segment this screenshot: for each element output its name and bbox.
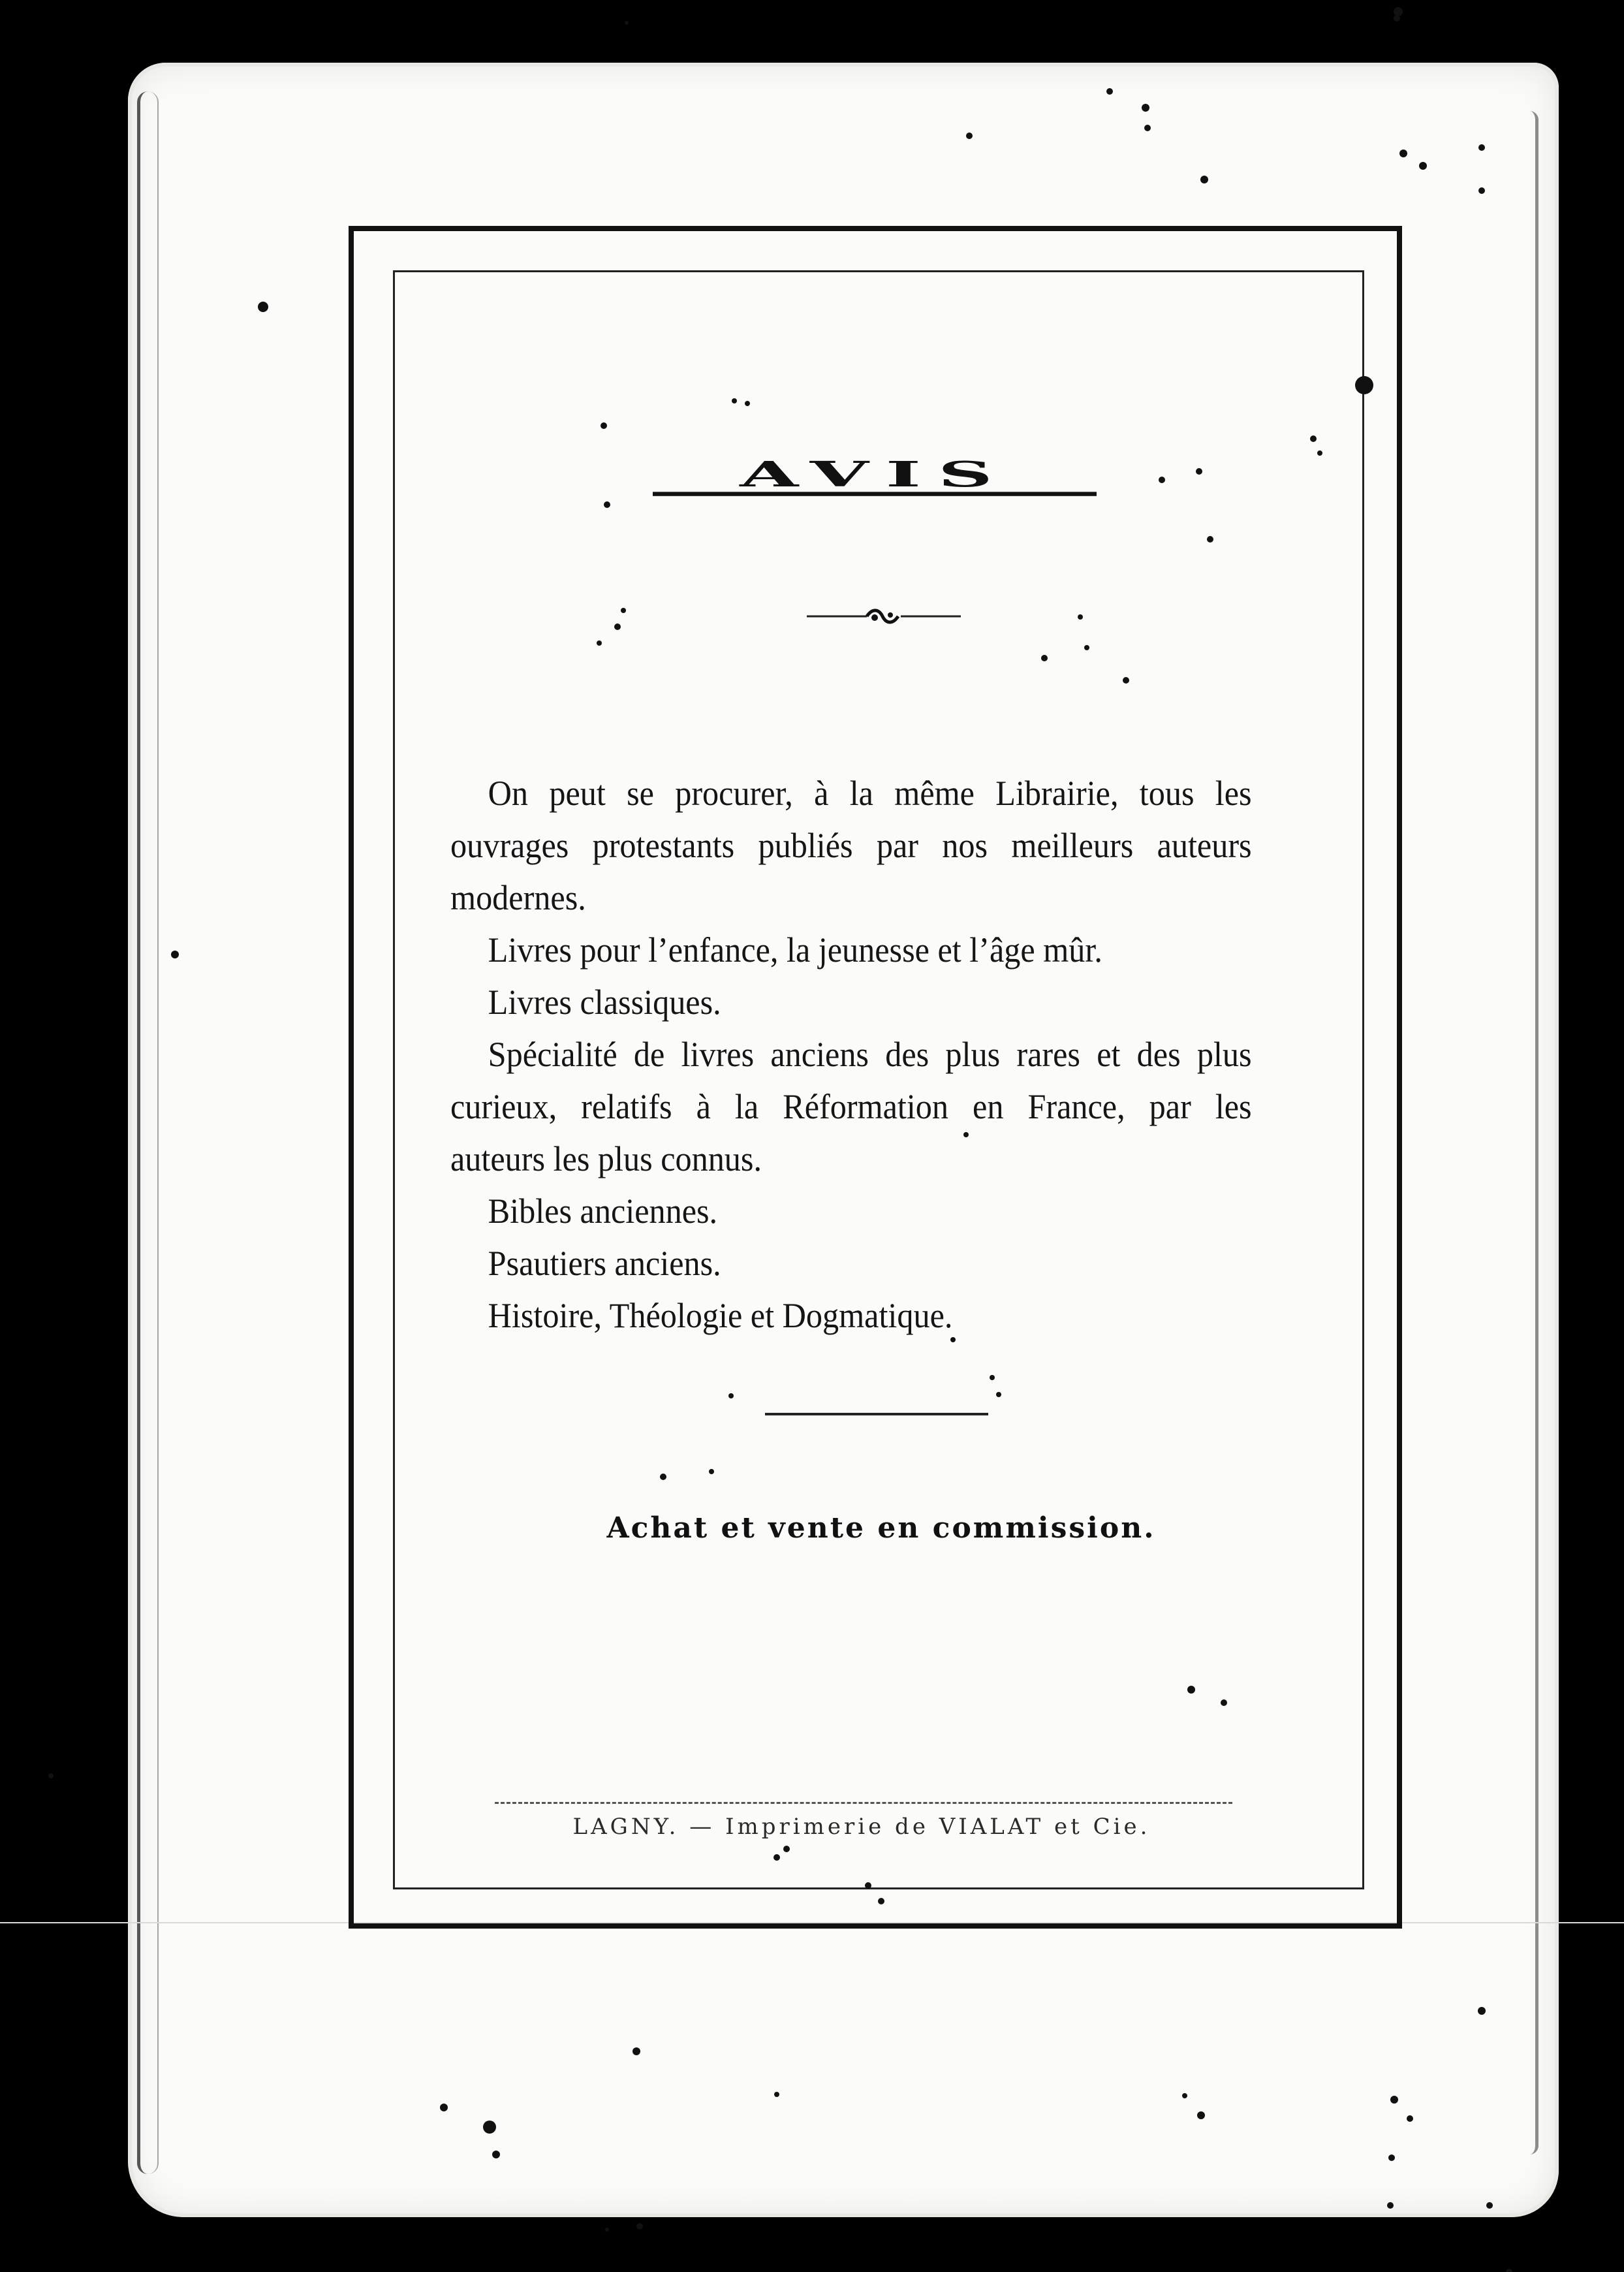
paragraph-specialty-line-2: curieux, relatifs à la Réformation en France, par les xyxy=(450,1087,1252,1126)
paragraph-psalters: Psautiers anciens. xyxy=(488,1244,721,1283)
paper-left-edge xyxy=(137,91,159,2174)
paragraph-intro-line-3: modernes. xyxy=(450,878,586,917)
paper-right-edge xyxy=(1521,111,1538,2154)
paragraph-intro-line-2: ouvrages protestants publiés par nos meilleurs auteurs xyxy=(450,826,1252,865)
closing-line: Achat et vente en commission. xyxy=(606,1511,1156,1545)
paragraph-history: Histoire, Théologie et Dogmatique. xyxy=(488,1296,953,1335)
flourish-ornament-icon xyxy=(807,603,961,629)
printer-imprint: LAGNY. — Imprimerie de VIALAT et Cie. xyxy=(572,1814,1151,1840)
page-title: AVIS xyxy=(653,457,1097,496)
separator-rule xyxy=(765,1413,988,1415)
imprint-divider xyxy=(495,1802,1232,1804)
paragraph-books-ages: Livres pour l’enfance, la jeunesse et l’âge mûr. xyxy=(488,930,1102,970)
paragraph-specialty-line-3: auteurs les plus connus. xyxy=(450,1139,762,1178)
paragraph-intro-line-1: On peut se procurer, à la même Librairie, tous les xyxy=(488,774,1252,813)
paragraph-classics: Livres classiques. xyxy=(488,983,721,1022)
paragraph-specialty-line-1: Spécialité de livres anciens des plus rares et des plus xyxy=(488,1035,1252,1074)
notice-body xyxy=(450,767,1252,1342)
paragraph-bibles: Bibles anciennes. xyxy=(488,1191,718,1231)
